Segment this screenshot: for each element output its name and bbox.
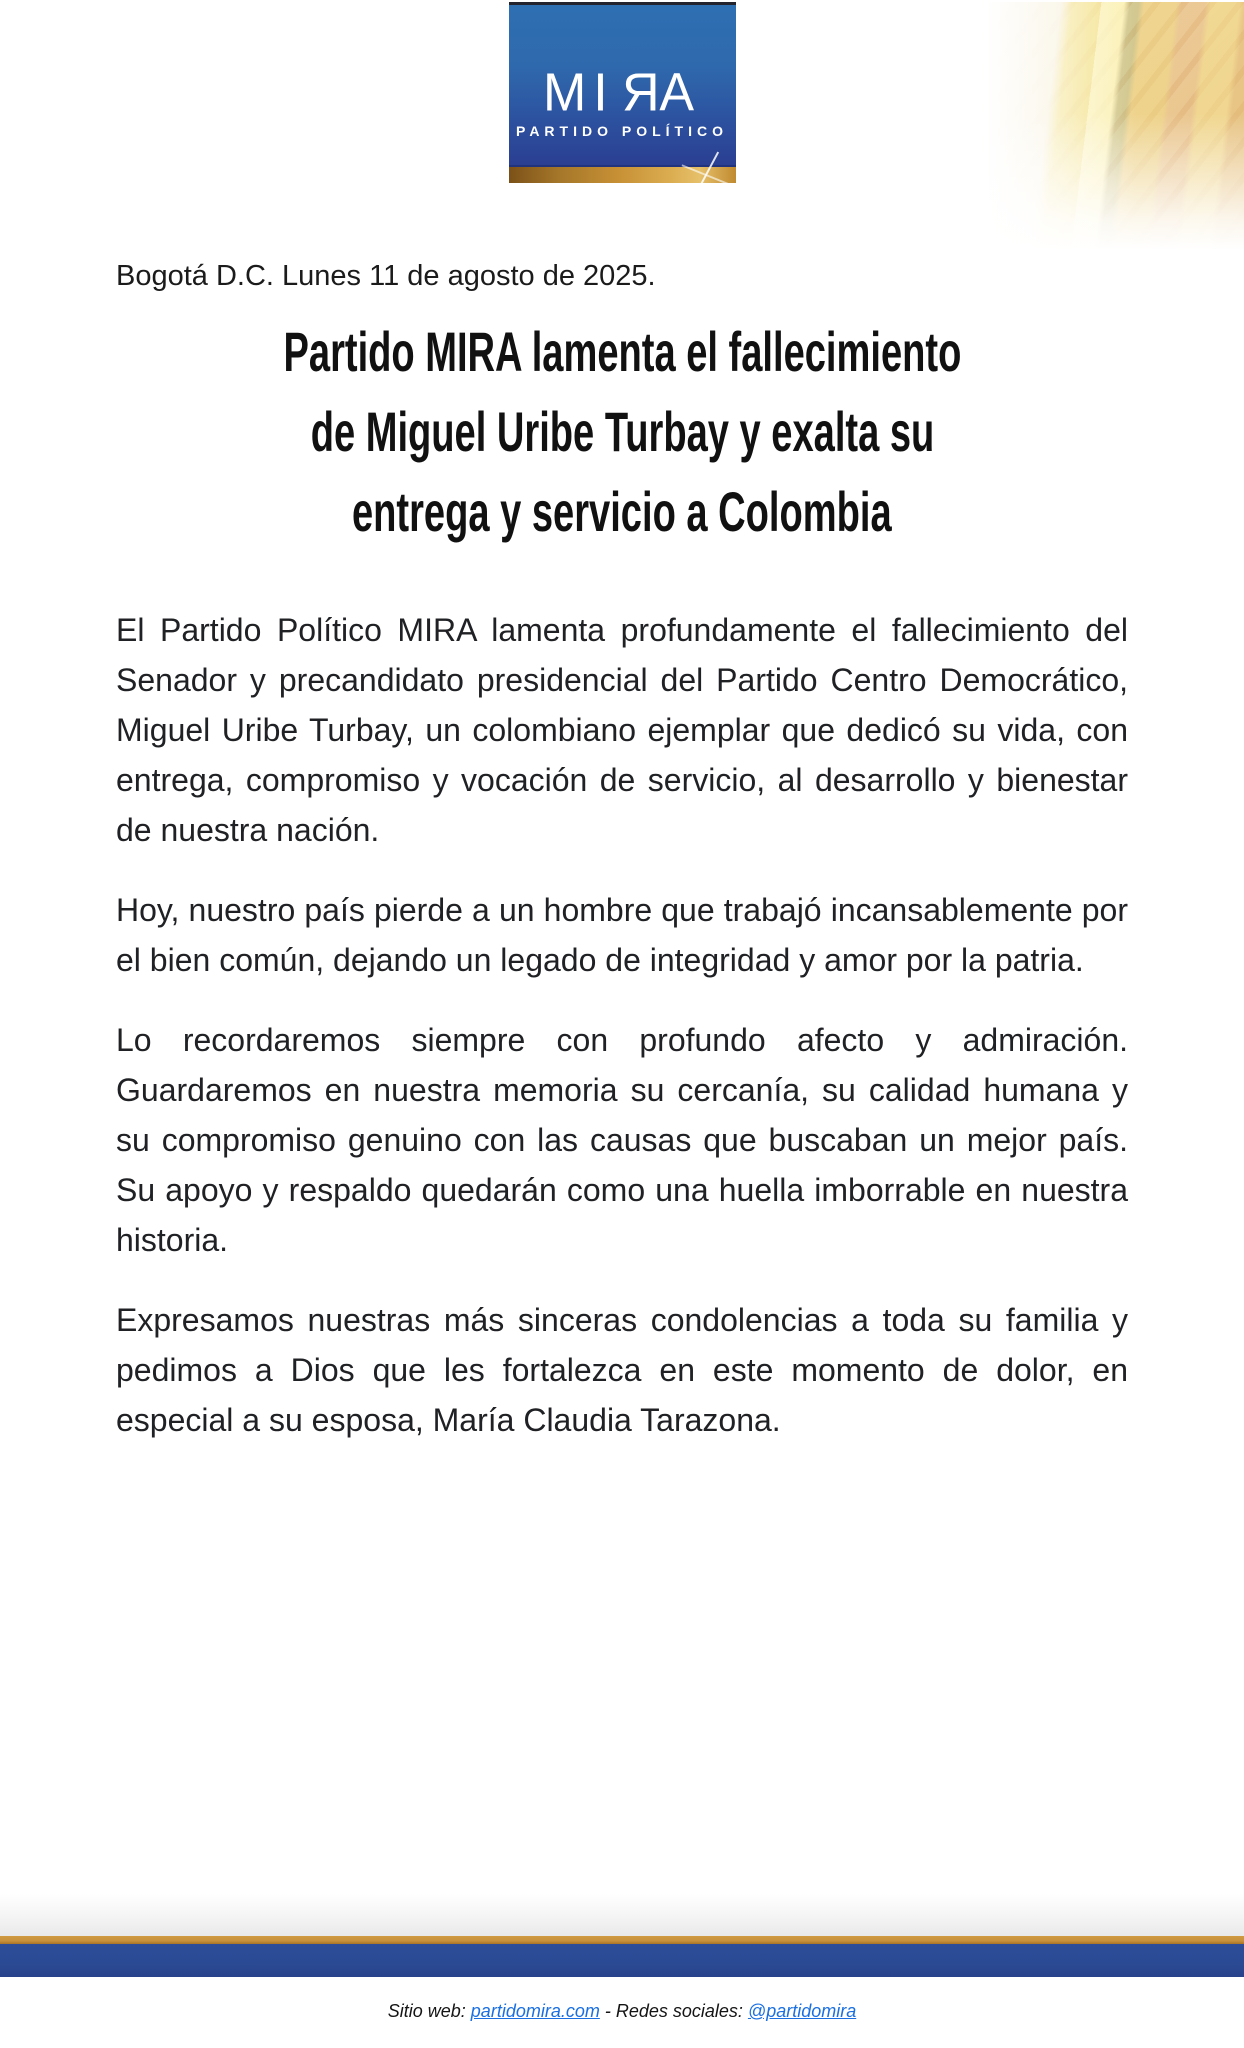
page-title bbox=[116, 311, 1128, 551]
title-line-3: entrega y servicio a Colombia bbox=[352, 479, 892, 543]
logo-tagline: PARTIDO POLÍTICO bbox=[516, 123, 728, 139]
paragraphs bbox=[116, 605, 1128, 1445]
footer-links-line bbox=[0, 1977, 1244, 2048]
mira-wordmark bbox=[542, 62, 701, 124]
paragraph-4: Expresamos nuestras más sinceras condolencias a toda su familia y pedimos a Dios que les fortalezca en este momento de dolor, en especial a su esposa, María Claudia Tarazona. bbox=[116, 1302, 1128, 1438]
footer-shadow-strip bbox=[0, 1894, 1244, 1936]
page-header bbox=[0, 2, 1244, 185]
mira-party-logo bbox=[509, 2, 736, 183]
paragraph-2: Hoy, nuestro país pierde a un hombre que trabajó incansablemente por el bien común, dejando un legado de integridad y amor por la patria. bbox=[116, 892, 1128, 978]
wordmark-reversed-r: R bbox=[614, 62, 660, 124]
gold-ornament-background bbox=[986, 2, 1244, 250]
dateline: Bogotá D.C. Lunes 11 de agosto de 2025. bbox=[116, 260, 656, 292]
social-label: Redes sociales: bbox=[615, 2001, 748, 2021]
wordmark-mi: MI bbox=[542, 62, 615, 124]
paragraph-1: El Partido Político MIRA lamenta profundamente el fallecimiento del Senador y precandidato presidencial del Partido Centro Democrático, Miguel Uribe Turbay, un colombiano ejemplar que dedicó su vida, con entrega, compromiso y vocación de servicio, al desarrollo y bienestar de nuestra nación. bbox=[116, 612, 1128, 848]
title-line-1: Partido MIRA lamenta el fallecimiento bbox=[283, 319, 961, 383]
site-web-label: Sitio web: bbox=[387, 2001, 471, 2021]
page-footer bbox=[0, 1894, 1244, 2048]
footer-blue-bar bbox=[0, 1944, 1244, 1977]
logo-gold-strip bbox=[509, 167, 736, 183]
logo-blue-panel bbox=[509, 2, 736, 167]
separator: - bbox=[599, 2001, 616, 2021]
social-handle-link[interactable]: @partidomira bbox=[747, 2001, 857, 2021]
paragraph-3: Lo recordaremos siempre con profundo afecto y admiración. Guardaremos en nuestra memoria su cercanía, su calidad humana y su compromiso genuino con las causas que buscaban un mejor país. Su apoyo y respaldo quedarán como una huella imborrable en nuestra historia. bbox=[116, 1022, 1128, 1258]
website-link[interactable]: partidomira.com bbox=[470, 2001, 600, 2021]
title-line-2: de Miguel Uribe Turbay y exalta su bbox=[310, 399, 934, 463]
wordmark-a: A bbox=[659, 62, 701, 124]
footer-gold-bar bbox=[0, 1936, 1244, 1944]
document-body bbox=[0, 259, 1244, 1445]
